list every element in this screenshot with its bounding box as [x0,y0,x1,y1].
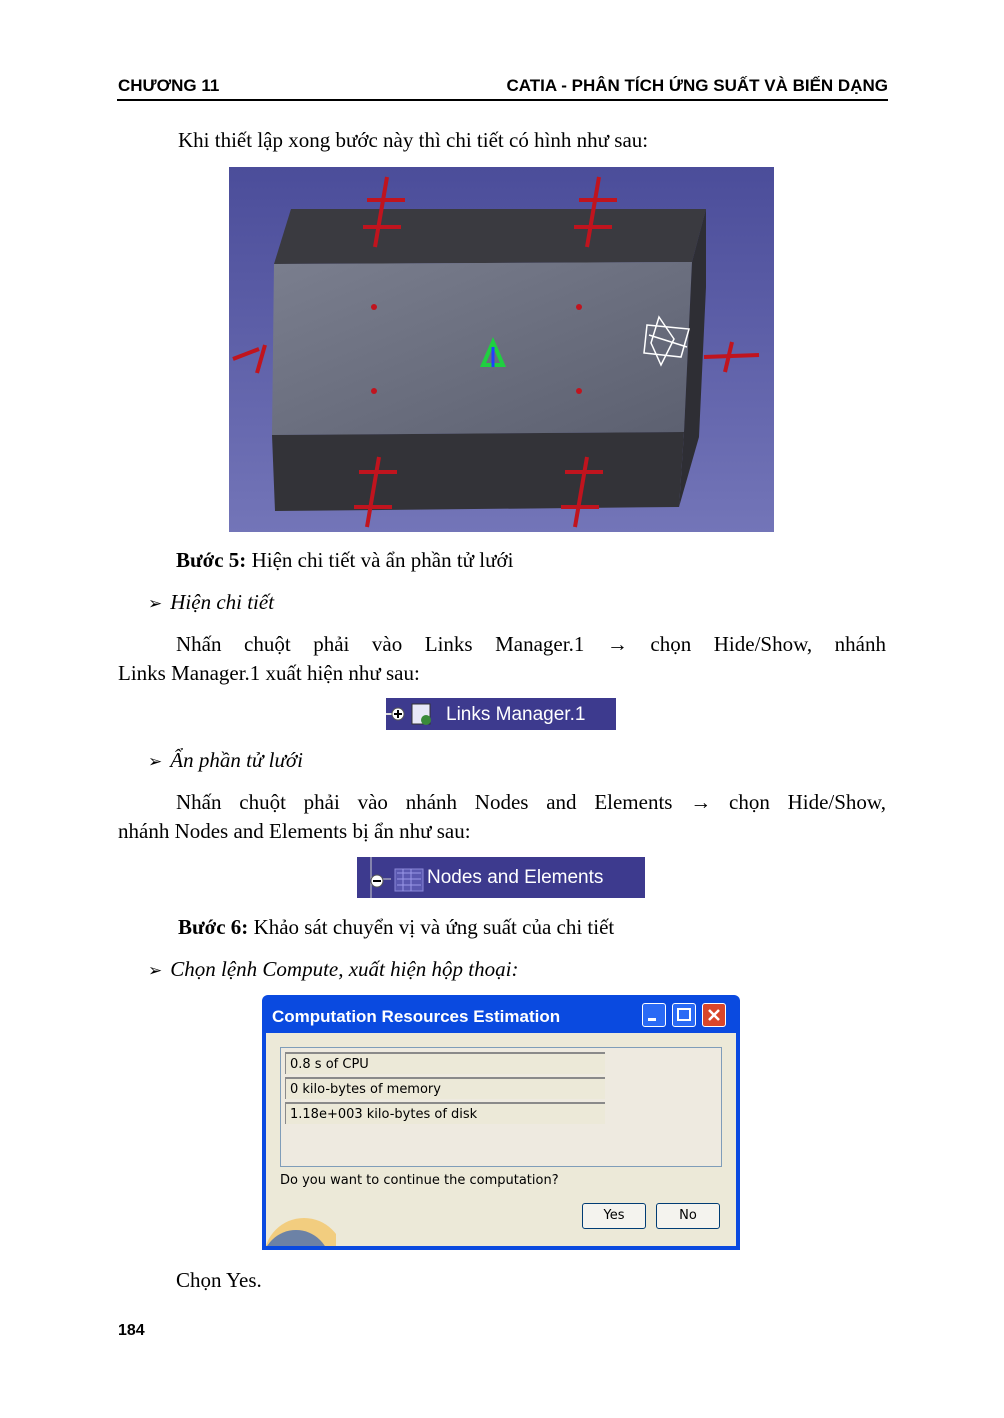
hide-mesh-line2: nhánh Nodes and Elements bị ẩn như sau: [118,819,471,843]
dialog-body [266,1033,736,1246]
intro-text: Khi thiết lập xong bước này thì chi tiết có hình như sau: [178,128,649,152]
show-part-heading-text: Hiện chi tiết [170,590,275,614]
maximize-button[interactable] [672,1003,696,1027]
yes-button[interactable]: Yes [582,1203,646,1229]
dialog-title: Computation Resources Estimation [272,1007,561,1026]
expand-plus-icon [386,698,434,730]
chapter-label: CHƯƠNG 11 [118,76,220,95]
collapse-minus-icon [357,857,427,898]
hide-mesh-heading [148,748,303,773]
compute-heading [148,957,518,982]
list-item: 0 kilo-bytes of memory [285,1077,605,1099]
step6-label: Bước 6: [178,915,249,939]
list-item: 0.8 s of CPU [285,1052,605,1074]
catia-viewport-figure [229,167,774,532]
header-rule [117,99,888,101]
step6-text: Khảo sát chuyển vị và ứng suất của chi tiết [253,915,615,939]
minimize-icon [643,1004,665,1026]
close-icon [703,1004,725,1026]
show-part-line2: Links Manager.1 xuất hiện như sau: [118,661,420,685]
maximize-icon [673,1004,695,1026]
links-manager-label: Links Manager.1 [446,704,586,725]
step5-label: Bước 5: [176,548,247,572]
show-part-line1: Nhấn chuột phải vào Links Manager.1 → chọn Hide/Show, nhánh [176,632,886,656]
no-button[interactable]: No [656,1203,720,1229]
compute-heading-text: Chọn lệnh Compute, xuất hiện hộp thoại: [170,957,519,981]
chapter-title: CATIA - PHÂN TÍCH ỨNG SUẤT VÀ BIẾN DẠNG [506,76,888,95]
show-part-heading [148,590,274,615]
hide-mesh-heading-text: Ẩn phần tử lưới [170,748,303,772]
viewport-graphic [229,167,774,532]
computation-resources-dialog [262,995,740,1250]
step5-text: Hiện chi tiết và ẩn phần tử lưới [251,548,514,572]
arrow-bullet-icon: ➢ [148,752,163,772]
estimation-list [280,1047,722,1167]
arrow-bullet-icon: ➢ [148,961,163,981]
globe-decoration-icon [266,1206,336,1246]
nodes-elements-label: Nodes and Elements [427,867,604,888]
hide-mesh-line1: Nhấn chuột phải vào nhánh Nodes and Elements → chọn Hide/Show, [176,790,886,814]
arrow-bullet-icon: ➢ [148,594,163,614]
page-number: 184 [118,1322,145,1339]
step6-paragraph [178,913,614,942]
close-button[interactable] [702,1003,726,1027]
step5-paragraph [176,546,513,575]
list-item: 1.18e+003 kilo-bytes of disk [285,1102,605,1124]
minimize-button[interactable] [642,1003,666,1027]
links-manager-tree-node[interactable] [386,698,616,730]
continue-question: Do you want to continue the computation? [280,1173,559,1188]
closing-text: Chọn Yes. [176,1268,262,1292]
nodes-elements-tree-node[interactable] [357,857,645,898]
